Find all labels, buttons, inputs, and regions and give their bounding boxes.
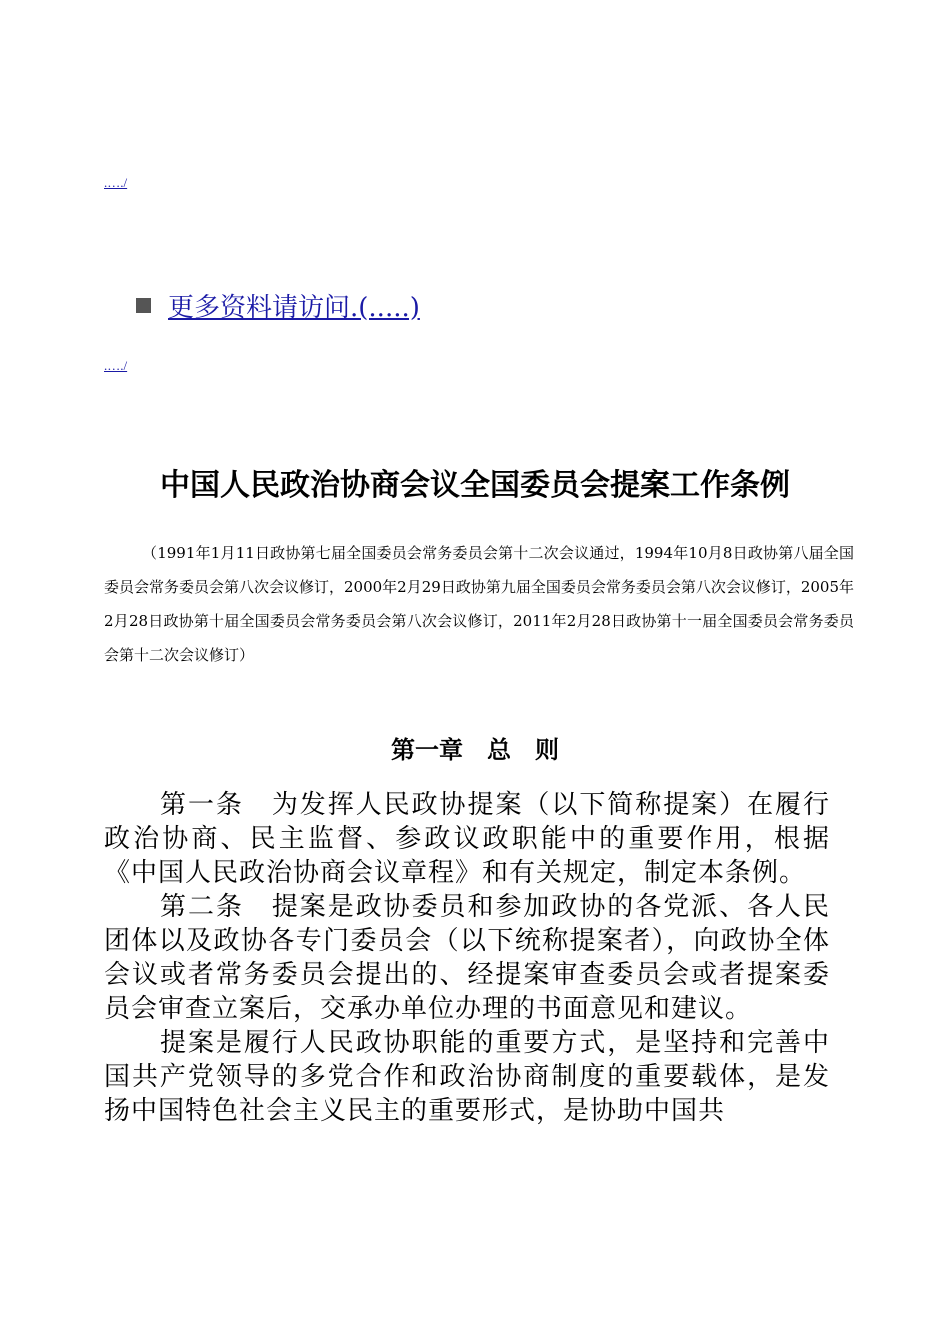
bottom-link[interactable]: .…./ [104, 358, 128, 373]
top-link[interactable]: .…./ [104, 175, 128, 190]
article-text: 提案是政协委员和参加政协的各党派、各人民团体以及政协各专门委员会（以下统称提案者），向政协全体会议或者常务委员会提出的、经提案审查委员会或者提案委员会审查立案后，交承办单位办理的书面意见和建议。 [104, 892, 830, 1024]
article-number: 第二条 [160, 892, 272, 922]
document-body [104, 788, 830, 1128]
article-paragraph [104, 890, 830, 1026]
article-number: 第一条 [160, 790, 272, 820]
promo-link[interactable]: 更多资料请访问.(.....) [168, 292, 420, 323]
article-text: 提案是履行人民政协职能的重要方式，是坚持和完善中国共产党领导的多党合作和政治协商制度的重要载体，是发扬中国特色社会主义民主的重要形式，是协助中国共 [104, 1028, 830, 1126]
document-title: 中国人民政治协商会议全国委员会提案工作条例 [160, 468, 790, 503]
article-text: 为发挥人民政协提案（以下简称提案）在履行政治协商、民主监督、参政议政职能中的重要作用，根据《中国人民政治协商会议章程》和有关规定，制定本条例。 [104, 790, 830, 888]
chapter-heading: 第一章 总 则 [391, 736, 559, 764]
revision-note: （1991年1月11日政协第七届全国委员会常务委员会第十二次会议通过，1994年10月8日政协第八届全国委员会常务委员会第八次会议修订，2000年2月29日政协第九届全国委员会常务委员会第八次会议修订，2005年2月28日政协第十届全国委员会常务委员会第八次会议修订，2011年2月28日政协第十一届全国委员会常务委员会第十二次会议修订） [104, 544, 854, 664]
square-bullet-icon [136, 298, 151, 313]
promo-banner [136, 285, 420, 325]
article-paragraph [104, 1026, 830, 1128]
article-paragraph [104, 788, 830, 890]
